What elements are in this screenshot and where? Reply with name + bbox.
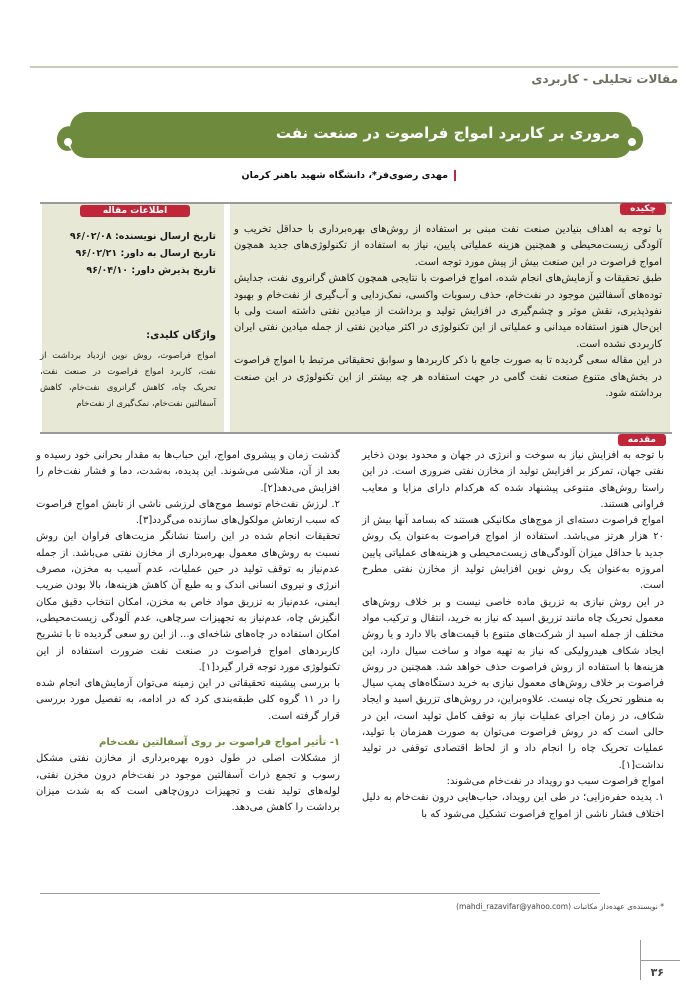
footnote: * نویسنده‌ی عهده‌دار مکاتبات (mahdi_razavifar@yahoo.com) bbox=[456, 902, 664, 911]
article-dates bbox=[38, 228, 216, 279]
mid-divider bbox=[40, 432, 672, 434]
body-paragraph: امواج فراصوت سبب دو رویداد در نفت‌خام می‌شوند: bbox=[446, 775, 664, 787]
subsection-heading: ۱- تأثیر امواج فراصوت بر روی آسفالتین نفت‌خام bbox=[99, 737, 340, 749]
body-column-left bbox=[36, 448, 340, 817]
body-paragraph: با بررسی پیشینه تحقیقاتی در این زمینه می‌توان آزمایش‌های انجام شده را در ۱۱ گروه کلی طبقه‌بندی کرد که در ادامه، به تفصیل مورد بررسی قرار گرفته است. bbox=[36, 678, 340, 722]
keywords-text: امواج فراصوت، روش نوین ازدیاد برداشت از نفت، کاربرد امواج فراصوت در صنعت نفت، تحریک چاه، کاهش گرانروی نفت‌خام، کاهش آسفالتین نفت‌خام، نمک‌گیری از نفت‌خام bbox=[40, 351, 216, 409]
section-divider bbox=[30, 66, 678, 68]
body-paragraph: از مشکلات اصلی در طول دوره بهره‌برداری از مخازن نفتی مشکل رسوب و تجمع ذرات آسفالتین موجود در نفت‌خام درون مخزن نفتی، لوله‌های تولید نفت و تجهیزات درون‌چاهی است که به شدت میزان برداشت را کاهش می‌دهد. bbox=[36, 753, 340, 814]
keywords-title: واژگان کلیدی: bbox=[146, 330, 216, 341]
article-title: مروری بر کاربرد امواج فراصوت در صنعت نفت bbox=[275, 124, 620, 142]
body-paragraph: در این روش نیازی به تزریق ماده خاصی نیست و بر خلاف روش‌های معمول تحریک چاه مانند تزریق اسید که نیاز به خرید، انتقال و ترکیب مواد مختلف از جمله اسید از شرکت‌های متنوع با قیمت‌های بالا دارد و یا روش ایجاد شکاف هیدرولیکی که نیاز به تهیه مواد و ساخت سیال دارد، این هزینه‌ها با استفاده از روش فراصوت حذف خواهد شد. همچنین در روش فراصوت بر خلاف روش‌های معمول نیازی به خرید دستگاه‌های پمپ سیال به منظور تحریک چاه نیست. علاوه‌براین، در روش‌های تزریق اسید و ایجاد شکاف، در زمان اجرای عملیات نیاز به توقف کامل تولید است، این در حالی است که در روش فراصوت می‌توان به صورت همزمان با تولید، عملیات تحریک چاه را انجام داد و از لحاظ اقتصادی توقفی در تولید نداشت[۱]. bbox=[362, 596, 664, 771]
page-marker-horizontal bbox=[640, 960, 680, 961]
footnote-divider bbox=[40, 893, 600, 894]
abstract-tag: چکیده bbox=[620, 203, 666, 215]
date-accepted: تاریخ پذیرش داور: ۹۶/۰۴/۱۰ bbox=[86, 265, 216, 276]
abstract-paragraph: در این مقاله سعی گردیده تا به صورت جامع با ذکر کاربردها و سوابق تحقیقاتی مرتبط با امواج فراصوت در بخش‌های متنوع صنعت نفت گامی در جهت استفاده هر چه بیشتر از این تکنولوژی در این صنعت برداشته شود. bbox=[234, 355, 662, 400]
body-column-right bbox=[362, 448, 664, 823]
body-paragraph: تحقیقات انجام شده در این راستا نشانگر مزیت‌های فراوان این روش نسبت به روش‌های معمول بهره‌برداری از مخازن نفتی می‌باشد. از جمله عدم‌نیاز به توقف تولید در حین عملیات، عدم آسیب به مخزن، مصرف انرژی و نیروی انسانی اندک و به طبع آن کاهش هزینه‌ها، بالا بودن ضریب ایمنی، عدم‌نیاز به تزریق مواد خاص به مخزن، امکان انتخاب دقیق مکان انگیزش چاه، عدم‌نیاز به تجهیزات سرچاهی، عدم آلودگی زیست‌محیطی، امکان استفاده در چاه‌های شاخه‌ای و... از این رو سعی گردیده تا با تشریح کاربردهای امواج فراصوت در صنعت نفت ضرورت استفاده از این تکنولوژی مورد توجه قرار گیرد[۱]. bbox=[36, 531, 340, 673]
body-paragraph: امواج فراصوت دسته‌ای از موج‌های مکانیکی هستند که بسامد آنها بیش از ۲۰ هزار هرتز می‌باشد. استفاده از امواج فراصوت به‌عنوان یک روش جدید با حداقل میزان آلودگی‌های زیست‌محیطی و هزینه‌های عملیاتی پایین امروزه به‌عنوان یک روش نوین افزایش تولید از مخازن نفتی مطرح است. bbox=[362, 515, 664, 592]
body-paragraph: گذشت زمان و پیشروی امواج، این حباب‌ها به مقدار بحرانی خود رسیده و بعد از آن، متلاشی می‌شوند. این پدیده، به‌شدت، دما و فشار نفت‌خام را افزایش می‌دهد[۲]. bbox=[36, 450, 340, 494]
page-number: ۳۶ bbox=[650, 966, 664, 979]
body-paragraph: ۲. لرزش نفت‌خام توسط موج‌های لرزشی ناشی از تابش امواج فراصوت که سبب ارتعاش مولکول‌های سازنده می‌گردد[۳]. bbox=[36, 498, 340, 527]
abstract-paragraph: طبق تحقیقات و آزمایش‌های انجام شده، امواج فراصوت با نتایجی همچون کاهش گرانروی نفت، جدایش توده‌های آسفالتین موجود در نفت‌خام، حذف رسوبات واکسی، نمک‌زدایی و آب‌گیری از نفت‌خام و بهبود نفوذپذیری، نقش موثر و چشم‌گیری در افزایش تولید و برداشت از میادین نفتی داشته است ولی با این‌حال هنوز استفاده میدانی و عملیاتی از این تکنولوژی در اکثر میادین نفتی از جمله میادین نفتی ایران کاربردی نشده است. bbox=[234, 273, 662, 350]
date-submitted: تاریخ ارسال نویسنده: ۹۶/۰۲/۰۸ bbox=[69, 231, 216, 242]
body-paragraph: با توجه به افزایش نیاز به سوخت و انرژی در جهان و محدود بودن ذخایر نفتی جهان، تمرکز بر افزایش تولید از مخازن نفتی ضروری است. در این راستا روش‌های متنوعی پیشنهاد شده که هرکدام دارای مزایا و معایب فراوانی هستند. bbox=[362, 450, 664, 510]
date-sent-to-reviewer: تاریخ ارسال به داور: ۹۶/۰۲/۲۱ bbox=[75, 248, 216, 259]
article-info-tag: اطلاعات مقاله bbox=[80, 205, 190, 217]
author-line: مهدی رضوی‌فر*، دانشگاه شهید باهنر کرمان bbox=[242, 170, 456, 181]
abstract-text bbox=[234, 222, 662, 402]
ornament-left-icon bbox=[44, 110, 114, 162]
section-label: مقالات تحلیلی - کاربردی bbox=[531, 72, 678, 86]
abstract-paragraph: با توجه به اهداف بنیادین صنعت نفت مبنی بر استفاده از روش‌های بهره‌برداری با حداقل تخریب و آلودگی زیست‌محیطی و همچنین هزینه عملیاتی پایین، نیاز به استفاده از تکنولوژی‌های جدید همچون امواج فراصوت در این صنعت بیش از پیش مورد توجه است. bbox=[234, 224, 662, 268]
body-paragraph: ۱. پدیده حفره‌زایی؛ در طی این رویداد، حباب‌هایی درون نفت‌خام به دلیل اختلاف فشار ناشی از امواج فراصوت تشکیل می‌شود که با bbox=[362, 792, 664, 820]
intro-tag: مقدمه bbox=[618, 434, 666, 446]
